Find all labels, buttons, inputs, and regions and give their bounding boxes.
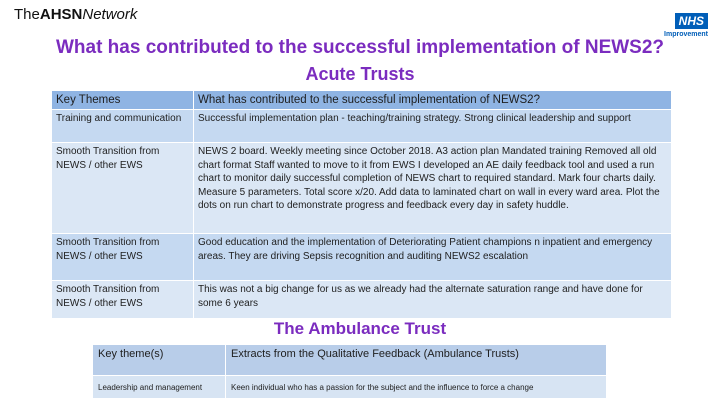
main-heading: What has contributed to the successful implementation of NEWS2?: [55, 37, 665, 58]
nhs-improvement-logo: [664, 12, 708, 39]
table-row: [52, 110, 672, 143]
column-header-extracts: Extracts from the Qualitative Feedback (Ambulance Trusts): [226, 345, 607, 376]
column-header-contributions: What has contributed to the successful implementation of NEWS2?: [194, 91, 672, 110]
acute-trusts-table: [51, 90, 672, 319]
ambulance-trust-table: [92, 344, 607, 399]
table-row: [93, 376, 607, 399]
nhs-badge: NHS: [675, 13, 708, 29]
row-text: This was not a big change for us as we already had the alternate saturation range and have done for some 6 years: [194, 281, 672, 319]
row-theme: Smooth Transition from NEWS / other EWS: [52, 281, 194, 319]
row-theme: Leadership and management: [93, 376, 226, 399]
row-text: Keen individual who has a passion for the subject and the influence to force a change: [226, 376, 607, 399]
logo-bold: AHSN: [39, 6, 83, 23]
row-text: Good education and the implementation of Deteriorating Patient champions n inpatient and emergency areas. They are driving Sepsis recognition and auditing NEWS2 escalation: [194, 234, 672, 281]
row-text: NEWS 2 board. Weekly meeting since October 2018. A3 action plan Mandated training Removed all old chart format Staff wanted to move to it from EWS I developed an AE daily feedback tool and used a run chart to monitor daily successful completion of NEWS chart to required standard. Mark four charts daily. Measure 5 parameters. Total score x/20. Add data to laminated chart on wall in every ward area. Plot the dots on run chart to demonstrate progress and feedback every day in safety huddle.: [194, 143, 672, 234]
row-text: Successful implementation plan - teaching/training strategy. Strong clinical leadership and support: [194, 110, 672, 143]
row-theme: Smooth Transition from NEWS / other EWS: [52, 143, 194, 234]
acute-trusts-heading: Acute Trusts: [305, 64, 415, 84]
row-theme: Smooth Transition from NEWS / other EWS: [52, 234, 194, 281]
logo-suffix: Network: [82, 6, 138, 23]
ahsn-network-logo: [14, 6, 137, 23]
table-row: [52, 143, 672, 234]
table-header-row: [93, 345, 607, 376]
ambulance-trust-heading: The Ambulance Trust: [273, 319, 447, 338]
row-theme: Training and communication: [52, 110, 194, 143]
column-header-key-themes: Key theme(s): [93, 345, 226, 376]
table-header-row: [52, 91, 672, 110]
table-row: [52, 281, 672, 319]
column-header-key-themes: Key Themes: [52, 91, 194, 110]
table-row: [52, 234, 672, 281]
nhs-sub-label: Improvement: [664, 31, 708, 38]
logo-prefix: The: [14, 6, 40, 23]
